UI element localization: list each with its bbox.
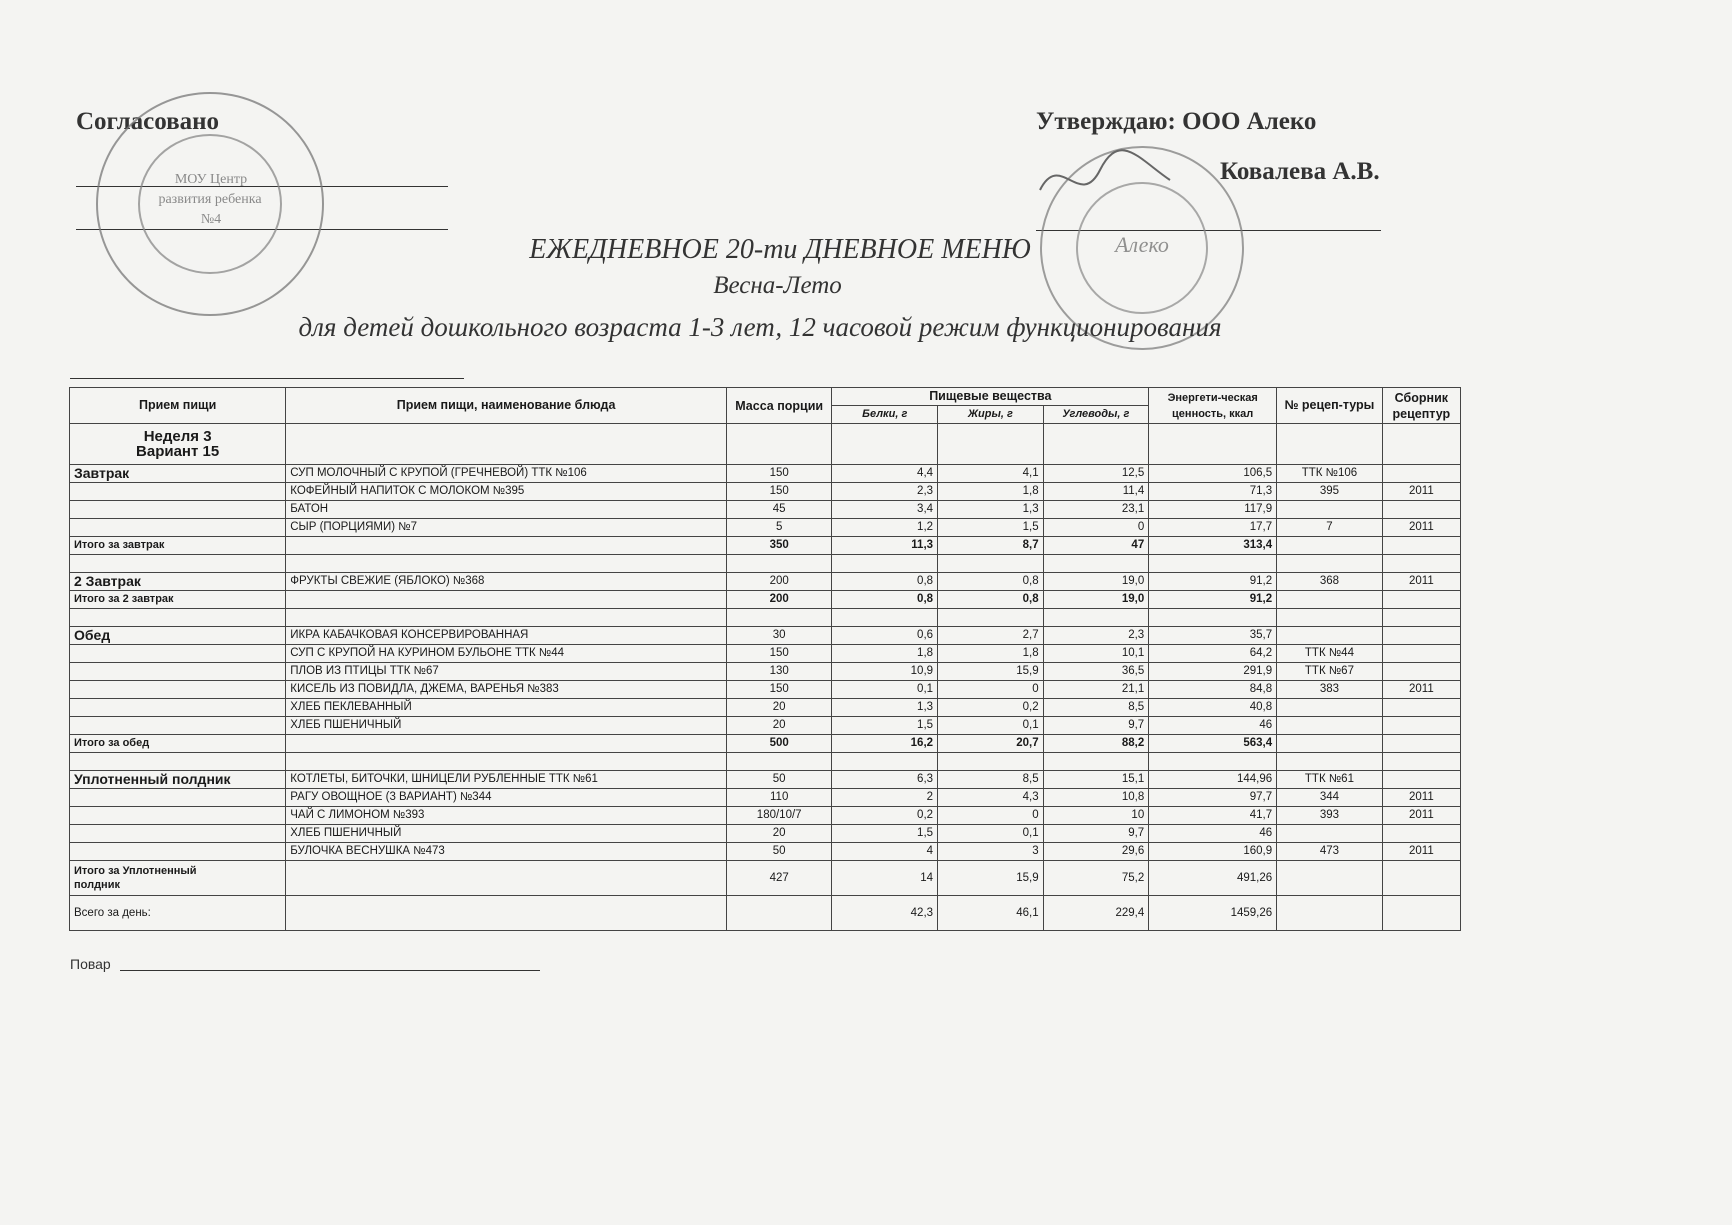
- approve-label: Утверждаю: ООО Алеко: [1036, 108, 1317, 135]
- audience-title: для детей дошкольного возраста 1-3 лет, 12 часовой режим функционирования: [298, 312, 1222, 342]
- carbs-cell: 0: [1043, 519, 1149, 537]
- collection-cell: 2011: [1382, 483, 1460, 501]
- meal-cell: Итого за 2 завтрак: [70, 591, 286, 609]
- collection-cell: [1382, 501, 1460, 519]
- recipe-cell: 473: [1277, 843, 1383, 861]
- meal-cell: [70, 555, 286, 573]
- table-row: [70, 807, 1461, 825]
- fat-cell: 15,9: [938, 663, 1044, 681]
- collection-cell: 2011: [1382, 681, 1460, 699]
- header-recipe: № рецеп-туры: [1277, 388, 1383, 424]
- energy-cell: 17,7: [1149, 519, 1277, 537]
- dish-name: СЫР (ПОРЦИЯМИ) №7: [286, 519, 727, 537]
- dish-name: КИСЕЛЬ ИЗ ПОВИДЛА, ДЖЕМА, ВАРЕНЬЯ №383: [286, 681, 727, 699]
- snack-total-carbs: 75,2: [1043, 861, 1149, 896]
- recipe-cell: [1277, 717, 1383, 735]
- dish-name: [286, 735, 727, 753]
- snack-total-protein: 14: [832, 861, 938, 896]
- mass-cell: 200: [726, 591, 832, 609]
- dish-name: ПЛОВ ИЗ ПТИЦЫ ТТК №67: [286, 663, 727, 681]
- table-row: [70, 753, 1461, 771]
- meal-cell: [70, 753, 286, 771]
- mass-cell: 150: [726, 465, 832, 483]
- dish-name: КОФЕЙНЫЙ НАПИТОК С МОЛОКОМ №395: [286, 483, 727, 501]
- recipe-cell: ТТК №106: [1277, 465, 1383, 483]
- snack-total-mass: 427: [726, 861, 832, 896]
- recipe-cell: [1277, 555, 1383, 573]
- protein-cell: 3,4: [832, 501, 938, 519]
- energy-cell: 35,7: [1149, 627, 1277, 645]
- fat-cell: [938, 753, 1044, 771]
- protein-cell: [832, 753, 938, 771]
- table-row: [70, 681, 1461, 699]
- table-row: [70, 843, 1461, 861]
- energy-cell: 106,5: [1149, 465, 1277, 483]
- fat-cell: 0,1: [938, 717, 1044, 735]
- day-total-fat: 46,1: [938, 896, 1044, 931]
- dish-name: КОТЛЕТЫ, БИТОЧКИ, ШНИЦЕЛИ РУБЛЕННЫЕ ТТК №61: [286, 771, 727, 789]
- energy-cell: 97,7: [1149, 789, 1277, 807]
- title-underline: [70, 378, 464, 379]
- recipe-cell: 393: [1277, 807, 1383, 825]
- collection-cell: 2011: [1382, 807, 1460, 825]
- fat-cell: [938, 555, 1044, 573]
- dish-name: ИКРА КАБАЧКОВАЯ КОНСЕРВИРОВАННАЯ: [286, 627, 727, 645]
- carbs-cell: 19,0: [1043, 573, 1149, 591]
- collection-cell: [1382, 699, 1460, 717]
- dish-name: [286, 753, 727, 771]
- protein-cell: 1,3: [832, 699, 938, 717]
- mass-cell: 50: [726, 843, 832, 861]
- collection-cell: [1382, 717, 1460, 735]
- meal-cell: Итого за обед: [70, 735, 286, 753]
- collection-cell: [1382, 645, 1460, 663]
- mass-cell: 200: [726, 573, 832, 591]
- meal-cell: [70, 699, 286, 717]
- mass-cell: 500: [726, 735, 832, 753]
- collection-cell: 2011: [1382, 789, 1460, 807]
- dish-name: СУП МОЛОЧНЫЙ С КРУПОЙ (ГРЕЧНЕВОЙ) ТТК №106: [286, 465, 727, 483]
- table-row: [70, 627, 1461, 645]
- collection-cell: [1382, 771, 1460, 789]
- mass-cell: 5: [726, 519, 832, 537]
- carbs-cell: 88,2: [1043, 735, 1149, 753]
- header-mass: Масса порции: [726, 388, 832, 424]
- carbs-cell: [1043, 555, 1149, 573]
- left-stamp-text-1: МОУ Центр: [174, 172, 248, 187]
- recipe-cell: [1277, 753, 1383, 771]
- fat-cell: 0: [938, 807, 1044, 825]
- carbs-cell: 9,7: [1043, 717, 1149, 735]
- cook-label: Повар: [70, 956, 111, 972]
- dish-name: ФРУКТЫ СВЕЖИЕ (ЯБЛОКО) №368: [286, 573, 727, 591]
- table-row: [70, 609, 1461, 627]
- agreed-label: Согласовано: [76, 108, 220, 135]
- fat-cell: 1,5: [938, 519, 1044, 537]
- energy-cell: 291,9: [1149, 663, 1277, 681]
- recipe-cell: ТТК №44: [1277, 645, 1383, 663]
- energy-cell: 46: [1149, 717, 1277, 735]
- meal-cell: [70, 501, 286, 519]
- protein-cell: [832, 555, 938, 573]
- energy-cell: 71,3: [1149, 483, 1277, 501]
- protein-cell: 1,2: [832, 519, 938, 537]
- protein-cell: 6,3: [832, 771, 938, 789]
- table-row: [70, 483, 1461, 501]
- dish-name: БУЛОЧКА ВЕСНУШКА №473: [286, 843, 727, 861]
- signature-mark: [1030, 140, 1180, 220]
- carbs-cell: 15,1: [1043, 771, 1149, 789]
- snack-total-label: [70, 861, 286, 896]
- energy-cell: 41,7: [1149, 807, 1277, 825]
- mass-cell: 20: [726, 717, 832, 735]
- carbs-cell: 21,1: [1043, 681, 1149, 699]
- fat-cell: 4,3: [938, 789, 1044, 807]
- day-total-energy: 1459,26: [1149, 896, 1277, 931]
- collection-cell: [1382, 537, 1460, 555]
- fat-cell: 2,7: [938, 627, 1044, 645]
- fat-cell: 1,3: [938, 501, 1044, 519]
- mass-cell: 180/10/7: [726, 807, 832, 825]
- mass-cell: [726, 753, 832, 771]
- snack-total-label-line2: полдник: [74, 879, 120, 891]
- mass-cell: [726, 555, 832, 573]
- fat-cell: [938, 609, 1044, 627]
- mass-cell: 20: [726, 699, 832, 717]
- meal-cell: 2 Завтрак: [70, 573, 286, 591]
- week-number: Неделя 3: [143, 428, 212, 445]
- fat-cell: 0,8: [938, 591, 1044, 609]
- header-collection: Сборник рецептур: [1382, 388, 1460, 424]
- fat-cell: 3: [938, 843, 1044, 861]
- carbs-cell: 36,5: [1043, 663, 1149, 681]
- header-fat: Жиры, г: [938, 406, 1044, 424]
- collection-cell: [1382, 627, 1460, 645]
- left-stamp-text-2: развития ребенка: [158, 192, 262, 207]
- energy-cell: 91,2: [1149, 573, 1277, 591]
- right-stamp-text: Алеко: [1115, 232, 1169, 257]
- header-protein: Белки, г: [832, 406, 938, 424]
- energy-cell: 91,2: [1149, 591, 1277, 609]
- energy-cell: 46: [1149, 825, 1277, 843]
- protein-cell: [832, 609, 938, 627]
- carbs-cell: 10,1: [1043, 645, 1149, 663]
- recipe-cell: [1277, 627, 1383, 645]
- table-row: [70, 519, 1461, 537]
- menu-title: ЕЖЕДНЕВНОЕ 20-ти ДНЕВНОЕ МЕНЮ: [529, 234, 1031, 265]
- table-row: [70, 645, 1461, 663]
- fat-cell: 0,8: [938, 573, 1044, 591]
- mass-cell: 110: [726, 789, 832, 807]
- carbs-cell: 10,8: [1043, 789, 1149, 807]
- carbs-cell: 8,5: [1043, 699, 1149, 717]
- carbs-cell: 12,5: [1043, 465, 1149, 483]
- energy-cell: 64,2: [1149, 645, 1277, 663]
- protein-cell: 16,2: [832, 735, 938, 753]
- carbs-cell: [1043, 609, 1149, 627]
- dish-name: [286, 537, 727, 555]
- recipe-cell: [1277, 699, 1383, 717]
- protein-cell: 11,3: [832, 537, 938, 555]
- carbs-cell: 10: [1043, 807, 1149, 825]
- mass-cell: 130: [726, 663, 832, 681]
- cook-signature-line: [120, 970, 540, 971]
- approver-name: Ковалева А.В.: [1220, 158, 1380, 185]
- day-total-label: Всего за день:: [70, 896, 286, 931]
- protein-cell: 2: [832, 789, 938, 807]
- collection-cell: [1382, 555, 1460, 573]
- day-total-carbs: 229,4: [1043, 896, 1149, 931]
- fat-cell: 1,8: [938, 483, 1044, 501]
- protein-cell: 0,8: [832, 591, 938, 609]
- recipe-cell: ТТК №61: [1277, 771, 1383, 789]
- collection-cell: 2011: [1382, 519, 1460, 537]
- header-energy: Энергети-ческая ценность, ккал: [1149, 388, 1277, 424]
- mass-cell: [726, 609, 832, 627]
- meal-cell: [70, 519, 286, 537]
- table-row: [70, 771, 1461, 789]
- recipe-cell: 7: [1277, 519, 1383, 537]
- snack-total-fat: 15,9: [938, 861, 1044, 896]
- dish-name: СУП С КРУПОЙ НА КУРИНОМ БУЛЬОНЕ ТТК №44: [286, 645, 727, 663]
- dish-name: ХЛЕБ ПШЕНИЧНЫЙ: [286, 825, 727, 843]
- carbs-cell: 23,1: [1043, 501, 1149, 519]
- meal-cell: Завтрак: [70, 465, 286, 483]
- mass-cell: 30: [726, 627, 832, 645]
- menu-table: [69, 387, 1461, 931]
- table-row: [70, 591, 1461, 609]
- dish-name: [286, 591, 727, 609]
- table-row: [70, 537, 1461, 555]
- table-row: [70, 825, 1461, 843]
- recipe-cell: 383: [1277, 681, 1383, 699]
- recipe-cell: 395: [1277, 483, 1383, 501]
- fat-cell: 0: [938, 681, 1044, 699]
- carbs-cell: 11,4: [1043, 483, 1149, 501]
- dish-name: РАГУ ОВОЩНОЕ (3 ВАРИАНТ) №344: [286, 789, 727, 807]
- table-row: [70, 789, 1461, 807]
- left-stamp-text-3: №4: [200, 212, 222, 227]
- collection-cell: [1382, 465, 1460, 483]
- meal-cell: [70, 681, 286, 699]
- fat-cell: 1,8: [938, 645, 1044, 663]
- recipe-cell: 344: [1277, 789, 1383, 807]
- meal-cell: [70, 663, 286, 681]
- protein-cell: 0,6: [832, 627, 938, 645]
- collection-cell: [1382, 735, 1460, 753]
- dish-name: БАТОН: [286, 501, 727, 519]
- dish-name: ЧАЙ С ЛИМОНОМ №393: [286, 807, 727, 825]
- header-carbs: Углеводы, г: [1043, 406, 1149, 424]
- protein-cell: 10,9: [832, 663, 938, 681]
- header-nutrients: Пищевые вещества: [832, 388, 1149, 406]
- header-dish: Прием пищи, наименование блюда: [286, 388, 727, 424]
- mass-cell: 20: [726, 825, 832, 843]
- header-meal: Прием пищи: [70, 388, 286, 424]
- fat-cell: 8,5: [938, 771, 1044, 789]
- energy-cell: 144,96: [1149, 771, 1277, 789]
- carbs-cell: 9,7: [1043, 825, 1149, 843]
- meal-cell: [70, 807, 286, 825]
- fat-cell: 20,7: [938, 735, 1044, 753]
- collection-cell: [1382, 591, 1460, 609]
- dish-name: ХЛЕБ ПШЕНИЧНЫЙ: [286, 717, 727, 735]
- recipe-cell: [1277, 591, 1383, 609]
- energy-cell: 160,9: [1149, 843, 1277, 861]
- meal-cell: [70, 789, 286, 807]
- table-row: [70, 501, 1461, 519]
- meal-cell: [70, 645, 286, 663]
- meal-cell: [70, 843, 286, 861]
- energy-cell: 313,4: [1149, 537, 1277, 555]
- energy-cell: [1149, 609, 1277, 627]
- energy-cell: 563,4: [1149, 735, 1277, 753]
- carbs-cell: 2,3: [1043, 627, 1149, 645]
- recipe-cell: 368: [1277, 573, 1383, 591]
- protein-cell: 4: [832, 843, 938, 861]
- fat-cell: 0,1: [938, 825, 1044, 843]
- protein-cell: 2,3: [832, 483, 938, 501]
- season-title: Весна-Лето: [713, 272, 842, 299]
- table-row: [70, 465, 1461, 483]
- table-row: [70, 555, 1461, 573]
- energy-cell: [1149, 555, 1277, 573]
- collection-cell: [1382, 825, 1460, 843]
- snack-total-label-line1: Итого за Уплотненный: [74, 865, 197, 877]
- energy-cell: 117,9: [1149, 501, 1277, 519]
- recipe-cell: [1277, 735, 1383, 753]
- recipe-cell: [1277, 609, 1383, 627]
- meal-cell: [70, 483, 286, 501]
- table-row: [70, 717, 1461, 735]
- meal-cell: [70, 717, 286, 735]
- collection-cell: 2011: [1382, 573, 1460, 591]
- collection-cell: [1382, 663, 1460, 681]
- meal-cell: Итого за завтрак: [70, 537, 286, 555]
- table-row: [70, 699, 1461, 717]
- dish-name: ХЛЕБ ПЕКЛЕВАННЫЙ: [286, 699, 727, 717]
- recipe-cell: [1277, 825, 1383, 843]
- collection-cell: 2011: [1382, 843, 1460, 861]
- energy-cell: [1149, 753, 1277, 771]
- mass-cell: 150: [726, 681, 832, 699]
- protein-cell: 0,2: [832, 807, 938, 825]
- recipe-cell: [1277, 501, 1383, 519]
- fat-cell: 4,1: [938, 465, 1044, 483]
- mass-cell: 150: [726, 483, 832, 501]
- protein-cell: 0,1: [832, 681, 938, 699]
- fat-cell: 8,7: [938, 537, 1044, 555]
- dish-name: [286, 609, 727, 627]
- energy-cell: 40,8: [1149, 699, 1277, 717]
- recipe-cell: ТТК №67: [1277, 663, 1383, 681]
- snack-total-energy: 491,26: [1149, 861, 1277, 896]
- protein-cell: 4,4: [832, 465, 938, 483]
- protein-cell: 0,8: [832, 573, 938, 591]
- carbs-cell: 29,6: [1043, 843, 1149, 861]
- meal-cell: [70, 609, 286, 627]
- collection-cell: [1382, 753, 1460, 771]
- mass-cell: 50: [726, 771, 832, 789]
- protein-cell: 1,5: [832, 717, 938, 735]
- week-label: [70, 424, 286, 465]
- energy-cell: 84,8: [1149, 681, 1277, 699]
- carbs-cell: [1043, 753, 1149, 771]
- protein-cell: 1,5: [832, 825, 938, 843]
- table-row: [70, 573, 1461, 591]
- dish-name: [286, 555, 727, 573]
- meal-cell: Уплотненный полдник: [70, 771, 286, 789]
- collection-cell: [1382, 609, 1460, 627]
- variant-number: Вариант 15: [136, 443, 220, 460]
- table-row: [70, 663, 1461, 681]
- meal-cell: Обед: [70, 627, 286, 645]
- protein-cell: 1,8: [832, 645, 938, 663]
- mass-cell: 350: [726, 537, 832, 555]
- mass-cell: 45: [726, 501, 832, 519]
- carbs-cell: 19,0: [1043, 591, 1149, 609]
- carbs-cell: 47: [1043, 537, 1149, 555]
- mass-cell: 150: [726, 645, 832, 663]
- meal-cell: [70, 825, 286, 843]
- recipe-cell: [1277, 537, 1383, 555]
- table-row: [70, 735, 1461, 753]
- fat-cell: 0,2: [938, 699, 1044, 717]
- day-total-protein: 42,3: [832, 896, 938, 931]
